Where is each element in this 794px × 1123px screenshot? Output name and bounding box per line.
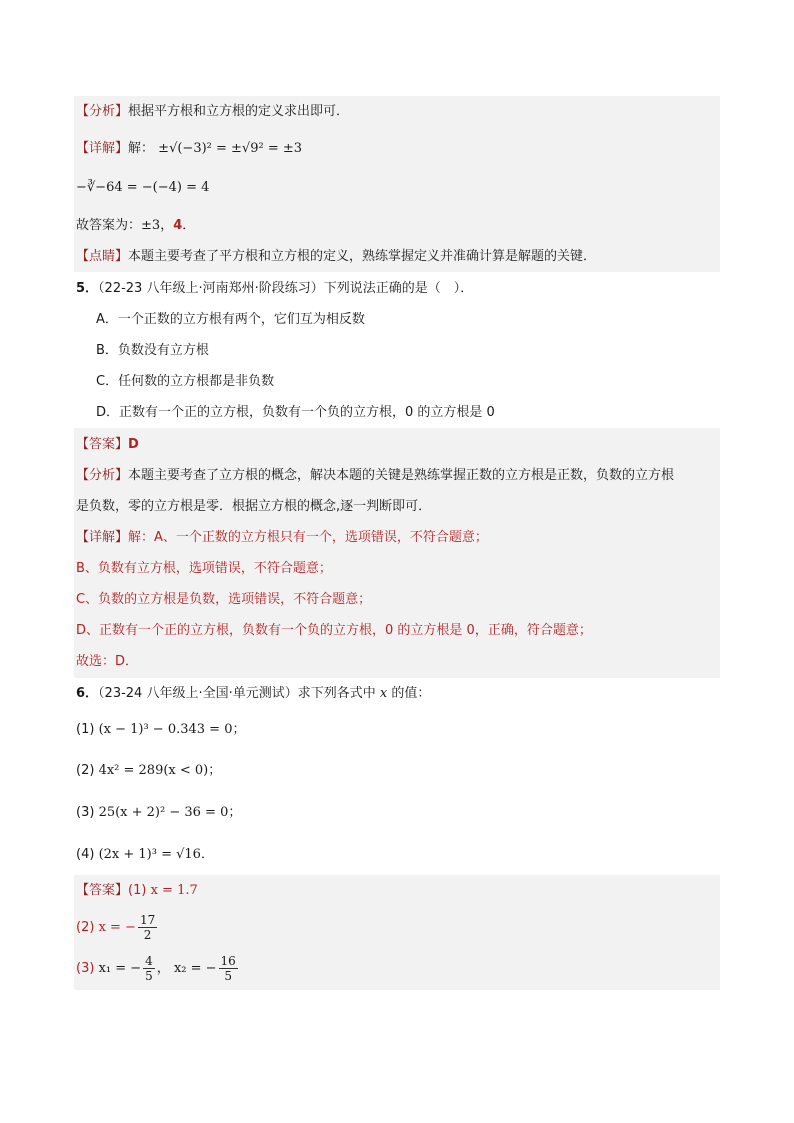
q5-analysis-line1 (76, 463, 674, 489)
q5-option-d: D．正数有一个正的立方根，负数有一个负的立方根，0 的立方根是 0 (96, 405, 495, 420)
q6-item-2-end: ； (208, 763, 222, 778)
prev-final-end: ． (182, 218, 196, 233)
prev-analysis-line (76, 99, 349, 125)
q5-final-line: 故选：D． (76, 654, 139, 669)
q5-detail-line1 (76, 525, 488, 551)
q6-answer-3-denominator2: 5 (224, 969, 232, 983)
detail-label: 【详解】 (76, 530, 129, 545)
q5-detail-line2: B、负数有立方根，选项错误，不符合题意； (76, 561, 332, 576)
q6-answer-3-lhs1: x₁ = − (98, 961, 142, 976)
q6-answer-1 (76, 878, 198, 904)
q6-item-1 (76, 717, 246, 743)
comment-label: 【点睛】 (76, 249, 129, 264)
q6-answer-3-denominator1: 5 (145, 969, 153, 983)
q6-stem-var: x (379, 686, 388, 701)
prev-comment-text: 本题主要考查了平方根和立方根的定义，熟练掌握定义并准确计算是解题的关键． (128, 249, 597, 264)
q6-item-2 (76, 758, 221, 784)
q6-item-4-end: ． (200, 847, 214, 862)
q6-item-1-number: (1) (76, 722, 95, 737)
q6-item-1-expr: (x − 1)³ − 0.343 = 0 (98, 722, 233, 737)
q6-answer-3-fraction2 (219, 954, 238, 983)
q5-analysis-text1: 本题主要考查了立方根的概念，解决本题的关键是熟练掌握正数的立方根是正数，负数的立方根 (128, 468, 675, 483)
q5-option-a: A．一个正数的立方根有两个，它们互为相反数 (96, 312, 365, 327)
q6-source: （23-24 八年级上·全国·单元测试） (98, 686, 298, 701)
analysis-label: 【分析】 (76, 468, 129, 483)
q6-answer-2-number: (2) (76, 920, 95, 935)
prev-detail-line (76, 136, 302, 162)
q5-source: （22-23 八年级上·河南郑州·阶段练习） (98, 281, 324, 296)
answer-label: 【答案】 (76, 883, 129, 898)
q5-option-b: B．负数没有立方根 (96, 343, 209, 358)
q5-stem (76, 276, 473, 302)
prev-analysis-text: 根据平方根和立方根的定义求出即可． (128, 104, 350, 119)
prev-final-prefix: 故答案为： (76, 218, 142, 233)
q6-answer-1-expr: x = 1.7 (150, 883, 198, 898)
q6-stem-text-b: 的值： (391, 686, 431, 701)
q5-detail-line4: D、正数有一个正的立方根，负数有一个负的立方根，0 的立方根是 0，正确，符合题意； (76, 623, 592, 638)
q6-answer-3-sep: ， (156, 961, 170, 976)
analysis-label: 【分析】 (76, 104, 129, 119)
q5-stem-text: 下列说法正确的是（ ）． (323, 281, 474, 296)
detail-label: 【详解】 (76, 141, 129, 156)
q6-item-2-expr: 4x² = 289(x < 0) (98, 763, 209, 778)
q6-item-3 (76, 800, 241, 826)
q6-item-4-expr: (2x + 1)³ = √16 (98, 847, 201, 862)
q6-item-1-end: ； (232, 722, 246, 737)
q5-detail-text1: A、一个正数的立方根只有一个，选项错误，不符合题意； (154, 530, 488, 545)
q6-answer-3-fraction1 (143, 954, 155, 983)
q5-answer-line (76, 432, 139, 458)
q6-answer-2-numerator: 17 (139, 913, 156, 927)
q6-item-4 (76, 842, 214, 868)
prev-final-a: ±3 (141, 218, 161, 233)
q6-item-3-end: ； (228, 805, 242, 820)
q6-answer-3-lhs2: x₂ = − (173, 961, 217, 976)
q5-detail-line3: C、负数的立方根是负数，选项错误，不符合题意； (76, 592, 372, 607)
q5-option-c: C．任何数的立方根都是非负数 (96, 374, 275, 389)
q6-answer-2-denominator: 2 (143, 928, 152, 942)
answer-label: 【答案】 (76, 437, 129, 452)
q6-item-3-number: (3) (76, 805, 95, 820)
q6-answer-3 (76, 953, 240, 985)
q6-answer-3-numerator2: 16 (220, 954, 236, 968)
q5-detail-prefix: 解： (128, 530, 155, 545)
prev-comment-line (76, 244, 596, 270)
q6-item-3-expr: 25(x + 2)² − 36 = 0 (98, 805, 229, 820)
q6-answer-2-fraction (138, 913, 157, 942)
prev-final-sep: ， (160, 218, 174, 233)
q6-item-2-number: (2) (76, 763, 95, 778)
q6-answer-1-number: (1) (128, 883, 147, 898)
prev-detail-prefix: 解： (128, 141, 155, 156)
prev-cube-root-line: −∛−64 = −(−4) = 4 (76, 180, 210, 195)
q5-analysis-line2: 是负数，零的立方根是零．根据立方根的概念,逐一判断即可． (76, 499, 432, 514)
q6-item-4-number: (4) (76, 847, 95, 862)
q6-answer-2-lhs: x = − (98, 920, 136, 935)
q6-stem-text-a: 求下列各式中 (297, 686, 376, 701)
q5-answer: D (128, 437, 139, 452)
q6-answer-3-number: (3) (76, 961, 95, 976)
q6-answer-2 (76, 912, 159, 944)
prev-final-b: 4 (173, 218, 183, 233)
q5-number: 5． (76, 281, 99, 296)
q6-number: 6． (76, 686, 99, 701)
prev-detail-math: ±√(−3)² = ±√9² = ±3 (158, 141, 303, 156)
prev-final-line (76, 213, 195, 239)
q6-answer-3-numerator1: 4 (145, 954, 153, 968)
q6-stem (76, 681, 430, 707)
